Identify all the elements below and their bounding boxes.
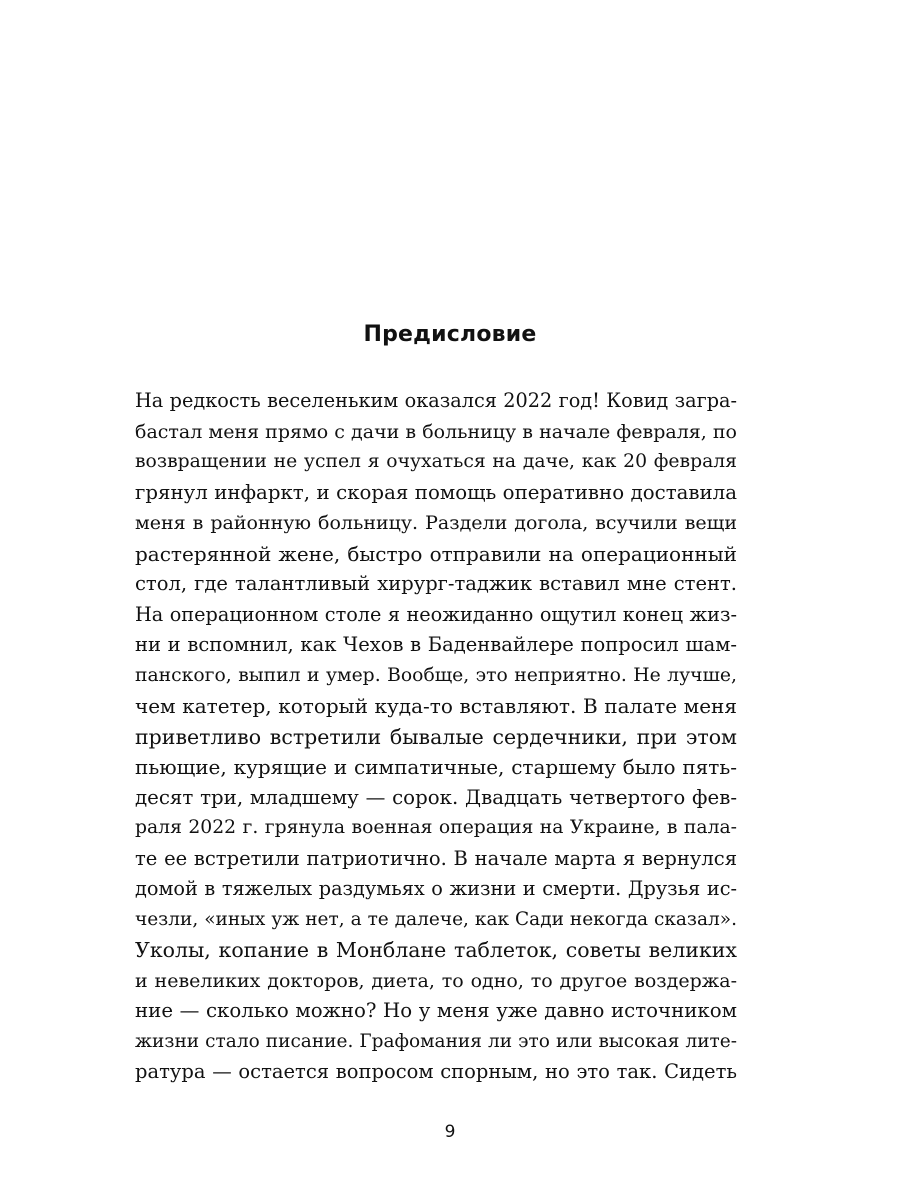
- text-line: десят три, младшему — сорок. Двадцать четвертого фев-: [135, 785, 737, 809]
- text-line: жизни стало писание. Графомания ли это или высокая лите-: [135, 1030, 737, 1052]
- text-line: и невеликих докторов, диета, то одно, то другое воздержа-: [135, 969, 737, 992]
- text-line: те ее встретили патриотично. В начале марта я вернулся: [135, 846, 737, 870]
- chapter-title: Предисловие: [363, 322, 537, 347]
- text-line: возвращении не успел я очухаться на даче, как 20 февраля: [135, 451, 737, 472]
- text-line: раля 2022 г. грянула военная операция на Украине, в пала-: [135, 817, 737, 838]
- text-line: стол, где талантливый хирург-таджик вставил мне стент.: [135, 572, 737, 595]
- text-line: ние — сколько можно? Но у меня уже давно источником: [135, 999, 737, 1022]
- text-line: домой в тяжелых раздумьях о жизни и смерти. Друзья ис-: [135, 877, 737, 900]
- text-line: пьющие, курящие и симпатичные, старшему было пять-: [135, 755, 737, 779]
- text-line: Уколы, копание в Монблане таблеток, советы великих: [135, 938, 737, 962]
- text-line: меня в районную больницу. Раздели догола, всучили вещи: [135, 512, 737, 534]
- text-line: На редкость веселеньким оказался 2022 год! Ковид загра-: [135, 389, 737, 412]
- body-text: [135, 386, 737, 1088]
- text-line: растерянной жене, быстро отправили на операционный: [135, 541, 737, 566]
- text-line: бастал меня прямо с дачи в больницу в начале февраля, по: [135, 420, 737, 443]
- text-line: грянул инфаркт, и скорая помощь оперативно доставила: [135, 480, 737, 504]
- text-line: чем катетер, который куда-то вставляют. В палате меня: [135, 694, 737, 718]
- text-line: чезли, «иных уж нет, а те далече, как Сади некогда сказал».: [135, 908, 737, 930]
- text-line: панского, выпил и умер. Вообще, это неприятно. Не лучше,: [135, 664, 737, 686]
- text-line: ратура — остается вопросом спорным, но это так. Сидеть: [135, 1060, 737, 1083]
- text-line: На операционном столе я неожиданно ощутил конец жиз-: [135, 602, 737, 626]
- text-line: приветливо встретили бывалые сердечники, при этом: [135, 724, 737, 749]
- text-line: ни и вспомнил, как Чехов в Баденвайлере попросил шам-: [135, 633, 737, 656]
- page-number: 9: [444, 1122, 456, 1142]
